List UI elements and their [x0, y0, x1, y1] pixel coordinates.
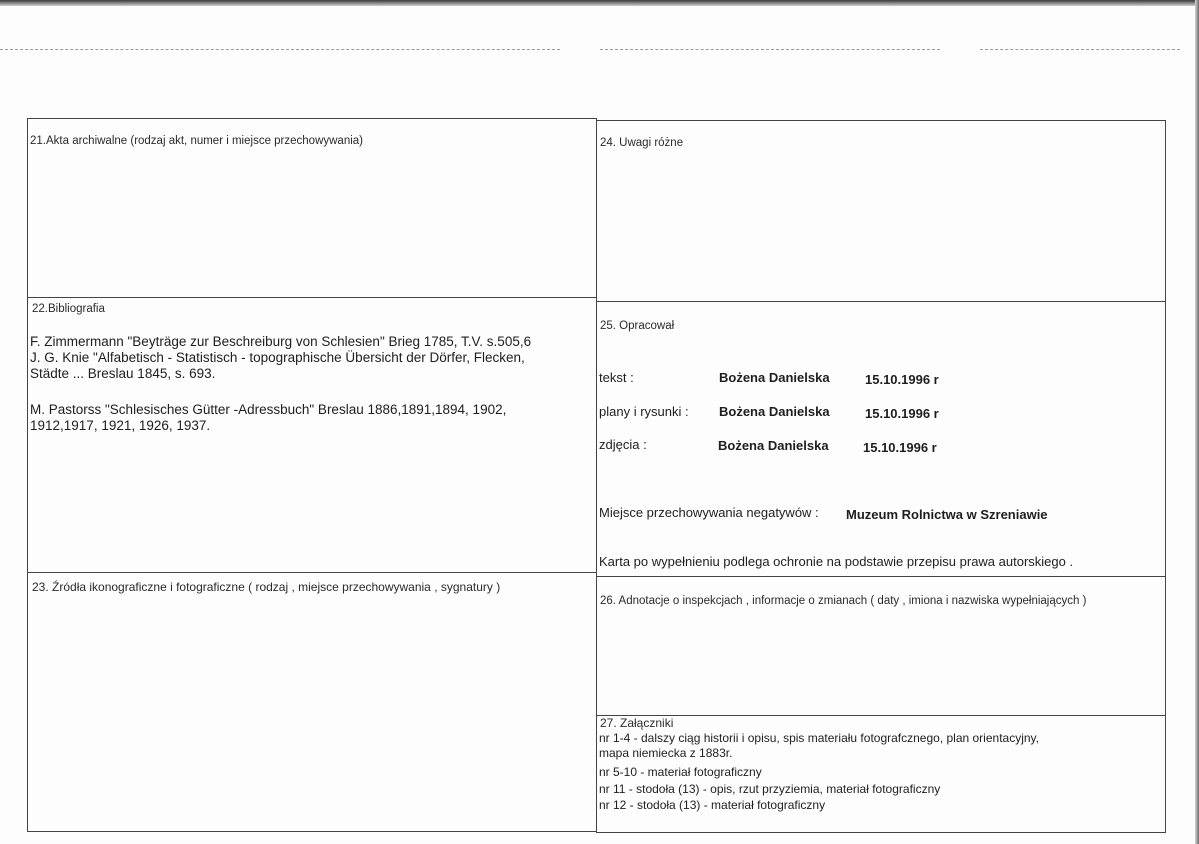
attachment-line: nr 1-4 - dalszy ciąg historii i opisu, spis materiału fotografcznego, plan orientacyjny, [599, 731, 1039, 745]
author-date: 15.10.1996 r [865, 406, 939, 421]
author-name: Bożena Danielska [718, 438, 829, 453]
section-22-bibliography [27, 297, 597, 573]
section-25-label: 25. Opracował [600, 320, 675, 332]
copyright-note: Karta po wypełnieniu podlega ochronie na podstawie przepisu prawa autorskiego . [599, 554, 1074, 569]
section-21-archival-records [27, 118, 597, 298]
section-26-label: 26. Adnotacje o inspekcjach , informacje o zmianach ( daty , imiona i nazwiska wypełniających ) [600, 595, 1087, 607]
author-name: Bożena Danielska [719, 370, 830, 385]
author-role: tekst : [599, 370, 634, 385]
author-name: Bożena Danielska [719, 404, 830, 419]
bibliography-entry: M. Pastorss "Schlesisches Gütter -Adressbuch" Breslau 1886,1891,1894, 1902, [30, 402, 507, 417]
section-27-attachments [596, 715, 1166, 833]
negatives-storage-place: Muzeum Rolnictwa w Szreniawie [846, 507, 1048, 522]
section-27-label: 27. Załączniki [600, 716, 674, 730]
section-21-label: 21.Akta archiwalne (rodzaj akt, numer i miejsce przechowywania) [30, 135, 364, 147]
section-23-label: 23. Źródła ikonograficzne i fotograficzne ( rodzaj , miejsce przechowywania , sygnatury ) [32, 580, 501, 594]
attachment-line: nr 11 - stodoła (13) - opis, rzut przyziemia, materiał fotograficzny [599, 782, 941, 796]
bibliography-entry: Städte ... Breslau 1845, s. 693. [30, 366, 216, 381]
bibliography-entry: F. Zimmermann "Beyträge zur Beschreiburg von Schlesien" Brieg 1785, T.V. s.505,6 [30, 334, 532, 349]
section-25-prepared-by [596, 301, 1166, 577]
author-role: plany i rysunki : [599, 404, 689, 419]
attachment-line: mapa niemiecka z 1883r. [599, 746, 733, 760]
section-24-label: 24. Uwagi różne [600, 137, 684, 149]
author-role: zdjęcia : [599, 437, 647, 452]
section-23-iconographic-sources [27, 572, 597, 832]
author-date: 15.10.1996 r [865, 372, 939, 387]
section-26-inspection-notes [596, 576, 1166, 716]
attachment-line: nr 12 - stodoła (13) - materiał fotograficzny [599, 798, 826, 812]
negatives-storage-label: Miejsce przechowywania negatywów : [599, 505, 819, 520]
section-22-label: 22.Bibliografia [32, 303, 105, 315]
section-24-various-notes [596, 120, 1166, 302]
bibliography-entry: J. G. Knie "Alfabetisch - Statistisch - topographische Übersicht der Dörfer, Flecken, [30, 350, 525, 365]
attachment-line: nr 5-10 - materiał fotograficzny [599, 765, 762, 779]
author-date: 15.10.1996 r [863, 440, 937, 455]
bibliography-entry: 1912,1917, 1921, 1926, 1937. [30, 418, 211, 433]
